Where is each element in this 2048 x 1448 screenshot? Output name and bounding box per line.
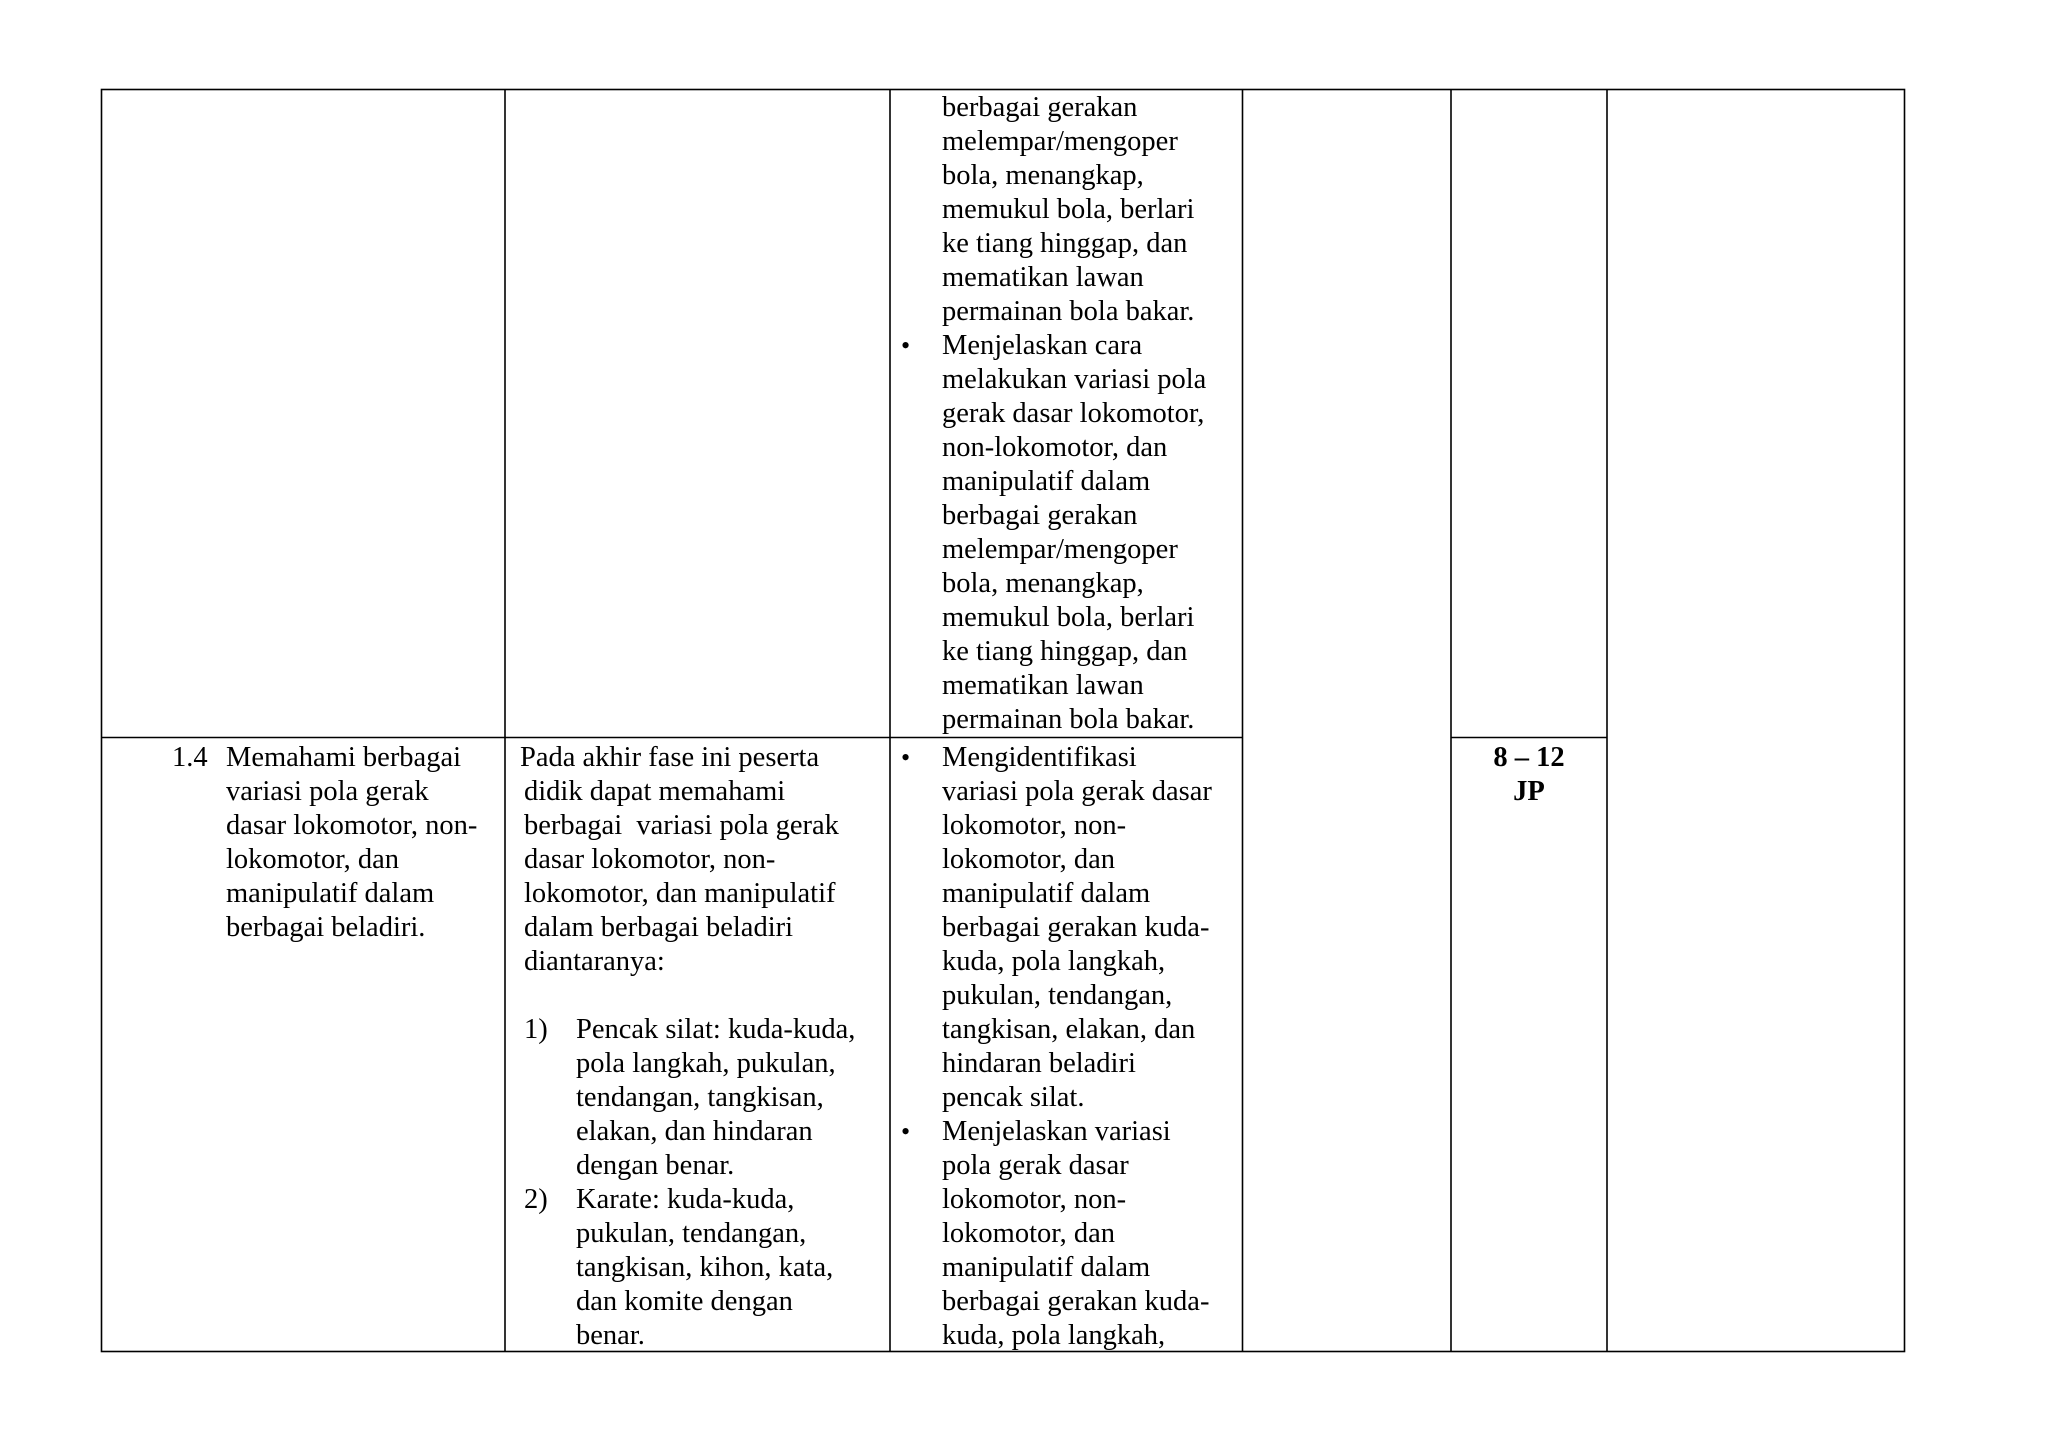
outcome-intro-line: lokomotor, dan manipulatif <box>524 878 836 909</box>
outcome-item-line: tangkisan, kihon, kata, <box>576 1252 834 1283</box>
indicator-text-line: gerak dasar lokomotor, <box>942 398 1205 429</box>
outcome-intro-line: berbagai variasi pola gerak <box>524 810 839 841</box>
indicator-text-line: variasi pola gerak dasar <box>942 776 1212 807</box>
indicator-text-line: manipulatif dalam <box>942 878 1151 909</box>
outcome-intro-line: dalam berbagai beladiri <box>524 912 794 943</box>
competency-text-line: berbagai beladiri. <box>226 912 426 943</box>
outcome-item-line: pola langkah, pukulan, <box>576 1048 836 1079</box>
indicator-text-line: Menjelaskan variasi <box>942 1116 1171 1147</box>
indicator-text-line: ke tiang hinggap, dan <box>942 636 1188 667</box>
indicator-text-line: lokomotor, non- <box>942 810 1127 841</box>
outcome-item-line: Karate: kuda-kuda, <box>576 1184 795 1215</box>
outcome-item-line: tendangan, tangkisan, <box>576 1082 824 1113</box>
indicator-text-line: memukul bola, berlari <box>942 602 1195 633</box>
indicator-text-line: ke tiang hinggap, dan <box>942 228 1188 259</box>
indicator-text-line: melempar/mengoper <box>942 126 1178 157</box>
indicator-text-line: pola gerak dasar <box>942 1150 1129 1181</box>
outcome-item-marker: 1) <box>524 1014 548 1045</box>
indicator-text-line: manipulatif dalam <box>942 466 1151 497</box>
outcome-item-line: Pencak silat: kuda-kuda, <box>576 1014 856 1045</box>
indicator-text-line: lokomotor, non- <box>942 1184 1127 1215</box>
indicator-text-line: permainan bola bakar. <box>942 296 1195 327</box>
outcome-item-line: dengan benar. <box>576 1150 735 1181</box>
indicator-text-line: non-lokomotor, dan <box>942 432 1168 463</box>
competency-text-line: Memahami berbagai <box>226 742 462 773</box>
indicator-text-line: Menjelaskan cara <box>942 330 1143 361</box>
outcome-item-line: elakan, dan hindaran <box>576 1116 813 1147</box>
indicator-text-line: bola, menangkap, <box>942 568 1144 599</box>
outcome-item-marker: 2) <box>524 1184 548 1215</box>
outcome-item-line: pukulan, tendangan, <box>576 1218 807 1249</box>
indicator-text-line: melempar/mengoper <box>942 534 1178 565</box>
outcome-intro-line: diantaranya: <box>524 946 665 977</box>
indicator-text-line: memukul bola, berlari <box>942 194 1195 225</box>
competency-text-line: manipulatif dalam <box>226 878 435 909</box>
indicator-text-line: permainan bola bakar. <box>942 704 1195 735</box>
indicator-text-line: bola, menangkap, <box>942 160 1144 191</box>
bullet-icon: • <box>901 331 911 360</box>
indicator-text-line: mematikan lawan <box>942 262 1144 293</box>
indicator-text-line: lokomotor, dan <box>942 844 1116 875</box>
indicator-text-line: berbagai gerakan kuda- <box>942 1286 1210 1317</box>
outcome-intro-line: didik dapat memahami <box>524 776 786 807</box>
indicator-text-line: pencak silat. <box>942 1082 1085 1113</box>
indicator-text-line: berbagai gerakan <box>942 500 1138 531</box>
indicator-text-line: manipulatif dalam <box>942 1252 1151 1283</box>
indicator-text-line: berbagai gerakan <box>942 92 1138 123</box>
outcome-intro-line: Pada akhir fase ini peserta <box>520 742 820 773</box>
bullet-icon: • <box>901 743 911 772</box>
competency-number: 1.4 <box>172 742 208 773</box>
indicator-text-line: hindaran beladiri <box>942 1048 1136 1079</box>
indicator-text-line: kuda, pola langkah, <box>942 1320 1166 1351</box>
indicator-text-line: lokomotor, dan <box>942 1218 1116 1249</box>
outcome-item-line: dan komite dengan <box>576 1286 793 1317</box>
indicator-text-line: berbagai gerakan kuda- <box>942 912 1210 943</box>
outcome-intro-line: dasar lokomotor, non- <box>524 844 776 875</box>
competency-text-line: variasi pola gerak <box>226 776 429 807</box>
indicator-text-line: kuda, pola langkah, <box>942 946 1166 977</box>
indicator-text-line: tangkisan, elakan, dan <box>942 1014 1196 1045</box>
competency-text-line: dasar lokomotor, non- <box>226 810 478 841</box>
competency-text-line: lokomotor, dan <box>226 844 400 875</box>
indicator-text-line: melakukan variasi pola <box>942 364 1207 395</box>
bullet-icon: • <box>901 1117 911 1146</box>
time-allocation-unit: JP <box>1513 776 1545 807</box>
indicator-text-line: mematikan lawan <box>942 670 1144 701</box>
outcome-item-line: benar. <box>576 1320 645 1351</box>
indicator-text-line: Mengidentifikasi <box>942 742 1137 773</box>
indicator-text-line: pukulan, tendangan, <box>942 980 1173 1011</box>
time-allocation-range: 8 – 12 <box>1493 742 1565 773</box>
